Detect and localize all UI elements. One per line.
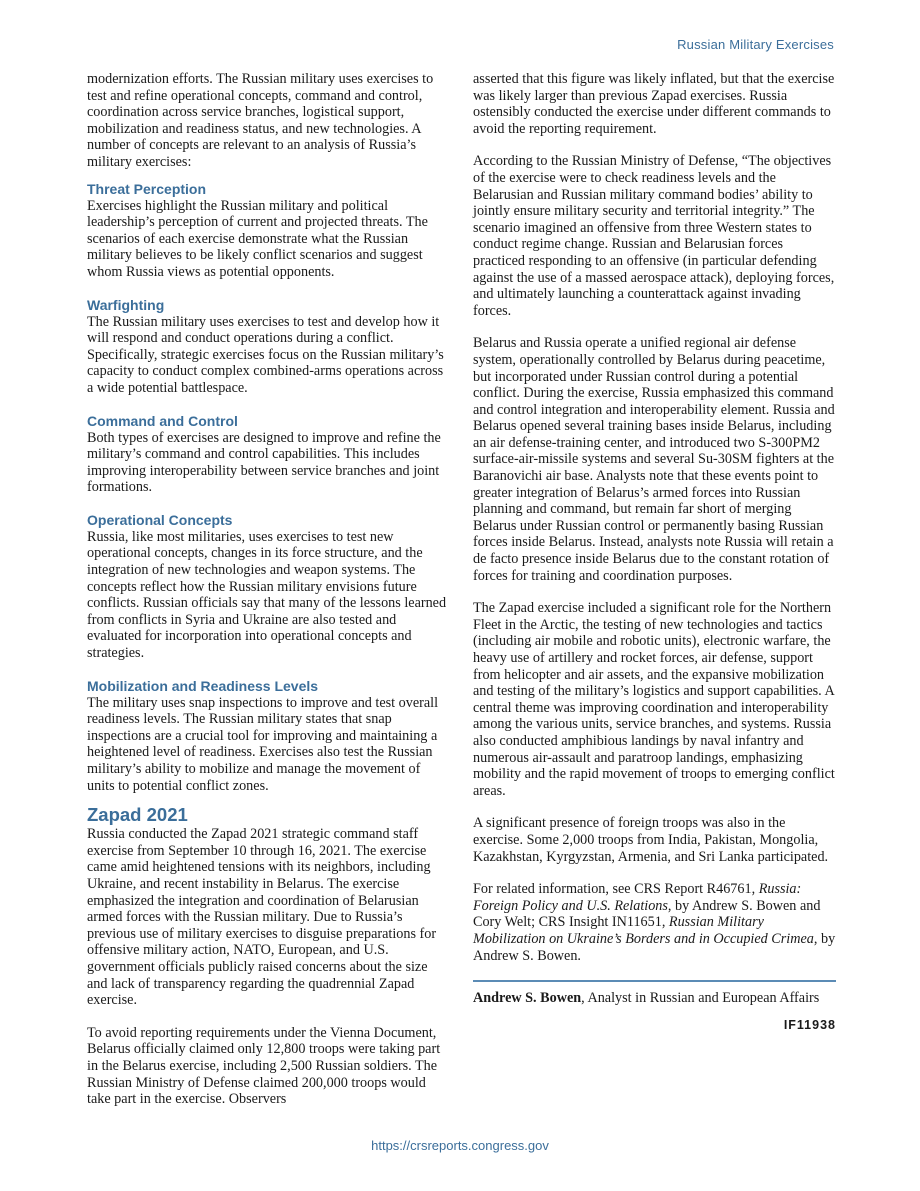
author-name: Andrew S. Bowen [473,990,582,1007]
paragraph-observers: asserted that this figure was likely inflated, but that the exercise was likely larger than previous Zapad exercises. Russia ostensibly conducted the exercise under different commands to avoid the reporting requirement. [473,71,835,137]
section-mobilization [87,678,450,795]
section-body: The Russian military uses exercises to test and develop how it will respond and conduct operations during a conflict. Specifically, strategic exercises focus on the Russian military’s capacity to conduct complex combined-arms operations across a wide potential battlespace. [87,313,444,396]
related-insight-title[interactable]: Russian Military Mobilization on Ukraine’s Borders and in Occupied Crimea [473,914,814,947]
related-mid: , by Andrew S. Bowen and Cory Welt; CRS Insight IN11651, [473,897,821,931]
paragraph-foreign-troops: A significant presence of foreign troops was also in the exercise. Some 2,000 troops from India, Pakistan, Mongolia, Kazakhstan, Kyrgyzstan, Armenia, and Sri Lanka participated. [473,815,829,865]
section-heading: Warfighting [87,296,165,313]
author-role: , Analyst in Russian and European Affairs [581,990,820,1007]
left-column [87,71,450,1124]
running-header-title: Russian Military Exercises [677,37,834,52]
section-heading: Command and Control [87,412,238,429]
paragraph-northern-fleet: The Zapad exercise included a significant role for the Northern Fleet in the Arctic, the testing of new technologies and tactics (including air mobile and robotic units), electronic warfare, the heavy use of artillery and rocket forces, air defense, support from helicopter and air assets, and the expansive mobilization and testing of the military’s logistics and support capabilities. A central theme was improving coordination and interoperability among the various units, service branches, and systems. Russia also conducted amphibious landings by naval infantry and numerous air-assault and paratroop landings, emphasizing mobility and the rapid movement of troops to emerging conflict areas. [473,600,835,799]
section-body: Russia, like most militaries, uses exercises to test new operational concepts, changes in its force structure, and the integration of new technologies and weapon systems. The concepts reflect how the Russian military envisions future conflicts. Russian officials say that many of the lessons learned from conflicts in Syria and Ukraine are also tested and evaluated for incorporation into operational concepts and strategies. [87,528,447,662]
report-id: IF11938 [783,1017,836,1032]
section-warfighting [87,297,450,397]
zapad-paragraph-1: Russia conducted the Zapad 2021 strategic command staff exercise from September 10 through 16, 2021. The exercise came amid heightened tensions with its neighbors, including Ukraine, and recent instability in Belarus. The exercise emphasized the integration and coordination of Belarusian armed forces with the Russian military. Due to Russia’s previous use of military exercises to disguise preparations for offensive military action, NATO, European, and U.S. government officials publicly raised concerns about the size and lack of transparency regarding the quadrennial Zapad exercise. [87,826,437,1009]
section-body: Exercises highlight the Russian military and political leadership’s perception of current and projected threats. The scenarios of each exercise demonstrate what the Russian military believes to be likely conflict scenarios and suggest whom Russia views as potential opponents. [87,197,428,280]
section-heading: Threat Perception [87,180,207,197]
footer-url-link[interactable]: https://crsreports.congress.gov [371,1138,549,1153]
author-divider [473,980,836,982]
section-command-and-control [87,413,450,496]
section-body: Both types of exercises are designed to improve and refine the military’s command and control capabilities. This includes improving interoperability between service branches and joint formations. [87,429,441,496]
paragraph-objectives: According to the Russian Ministry of Defense, “The objectives of the exercise were to check readiness levels and the Belarusian and Russian military command bodies’ ability to jointly ensure military security and territorial integrity.” The scenario imagined an offensive from three Western states to conduct regime change. Russian and Belarusian forces practiced responding to an offensive (in particular defending against the use of a massed aerospace attack), deploying forces, and ultimately launching a counterattack against invading forces. [473,153,835,319]
zapad-heading: Zapad 2021 [87,804,188,826]
related-lead: For related information, see CRS Report R46761, [473,881,759,898]
author-block [473,990,836,1007]
right-column [473,71,836,1033]
related-information [473,881,836,964]
section-operational-concepts [87,512,450,662]
paragraph-air-defense: Belarus and Russia operate a unified regional air defense system, operationally controlled by Belarus during peacetime, but incorporated under Russian control during a potential conflict. During the exercise, Russia emphasized this command and control integration and interoperability element. Russia and Belarus opened several training bases inside Belarus, including an air defense-training center, and introduced two S-300PM2 surface-air-missile systems and several Su-30SM fighters at the Baranovichi air base. Analysts note that these events point to greater integration of Belarus’s armed forces into Russian planning and command, but remain far short of merging Belarus under Russian control or permanently basing Russian forces inside Belarus. Instead, analysts note Russia will retain a de facto presence inside Belarus due to the constant rotation of forces for training and coordination purposes. [473,335,835,584]
section-threat-perception [87,181,450,281]
related-report-title[interactable]: Russia: Foreign Policy and U.S. Relations [473,881,802,914]
section-heading: Operational Concepts [87,511,233,528]
section-heading: Mobilization and Readiness Levels [87,677,319,694]
intro-paragraph: modernization efforts. The Russian military uses exercises to test and refine operational concepts, command and control, coordination across service branches, logistical support, mobilization and readiness status, and new technologies. A number of concepts are relevant to an analysis of Russia’s military exercises: [87,71,434,170]
zapad-paragraph-2: To avoid reporting requirements under the Vienna Document, Belarus officially claimed only 12,800 troops were taking part in the Belarus exercise, including 2,500 Russian soldiers. The Russian Ministry of Defense claimed 200,000 troops would take part in the exercise. Observers [87,1024,441,1108]
section-body: The military uses snap inspections to improve and test overall readiness levels. The Russian military states that snap inspections are a crucial tool for improving and maintaining a heightened level of readiness. Exercises also test the Russian military’s ability to mobilize and manage the movement of units to potential conflict zones. [87,694,439,794]
related-tail: , by Andrew S. Bowen. [473,930,836,964]
